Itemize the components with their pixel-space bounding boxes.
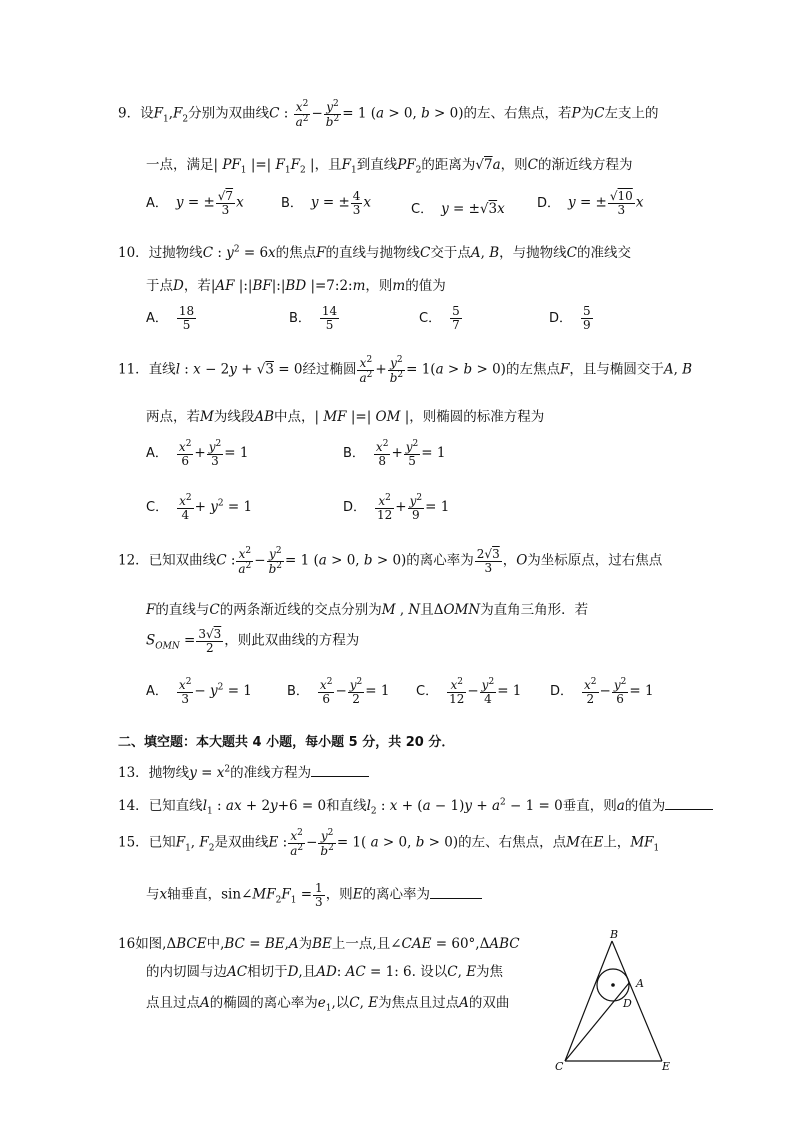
section-heading: 二、填空题：本大题共 4 小题，每小题 5 分，共 20 分． xyxy=(118,735,455,750)
segment-bc xyxy=(565,941,612,1061)
q10-option-b: B． $\frac{14}{5}$ xyxy=(289,304,338,332)
q9-option-b: B． y = ± $\frac{4}{3}$ x xyxy=(281,189,372,217)
label-a: A xyxy=(636,977,644,990)
triangle-figure xyxy=(548,925,688,1075)
q11-option-d: D． $\frac{x^2}{12}$ + $\frac{y^2}{9}$ = 1 xyxy=(343,493,450,522)
q9-option-c: C． y = ±√3x xyxy=(411,201,505,217)
q11-option-a: A． $\frac{x^2}{6}$ + $\frac{y^2}{3}$ = 1 xyxy=(146,439,249,468)
q12-line2: F的直线与C的两条渐近线的交点分别为M , N且ΔOMN为直角三角形．若 xyxy=(146,602,589,618)
q12-line1: 12．已知双曲线C : $\frac{x^2}{a^2}$ − $\frac{y^2}{b^2}$ = 1 (a > 0, b > 0)的离心率为 $\frac{2√3}{3}$ ，O为坐标原点，过右焦点 xyxy=(118,546,663,576)
q13-answer-blank[interactable] xyxy=(311,764,369,777)
q11-line1: 11．直线l : x − 2y + √3 = 0经过椭圆 $\frac{x^2}{a^2}$ + $\frac{y^2}{b^2}$ = 1(a > b > 0)的左焦点F，且与椭圆交于A, B xyxy=(118,355,693,385)
segment-ca xyxy=(565,983,629,1061)
q13: 13．抛物线$y = x^2$的准线方程为 xyxy=(118,761,369,781)
q9-option-d: D． y = ± $\frac{√10}{3}$ x xyxy=(537,189,644,217)
label-d: D xyxy=(623,997,632,1010)
q10-line2: 于点D，若|AF |:|BF|:|BD |=7:2:m，则m的值为 xyxy=(146,278,446,294)
label-c: C xyxy=(555,1060,564,1073)
q16-line2: 的内切圆与边AC相切于D,且AD: AC = 1: 6. 设以C, E为焦 xyxy=(146,964,504,980)
q16-line1: 16如图,ΔBCE中,BC = BE,A为BE上一点,且∠CAE = 60°,ΔABC xyxy=(118,936,520,952)
q15-line2: 与x轴垂直，$\sin\angle MF_2F_1$ = $\frac{1}{3}$ ，则E的离心率为 xyxy=(146,882,482,908)
q14-answer-blank[interactable] xyxy=(665,797,713,810)
q10-option-d: D． $\frac{5}{9}$ xyxy=(549,304,591,332)
q10-option-a: A． $\frac{18}{5}$ xyxy=(146,304,195,332)
q9-line1: 9．设$F_1,F_2$分别为双曲线C : $\frac{x^2}{a^2}$ − $\frac{y^2}{b^2}$ = 1 (a > 0, b > 0)的左、右焦点，若P为C左支上的 xyxy=(118,99,659,129)
label-e: E xyxy=(662,1060,671,1073)
segment-be xyxy=(612,941,662,1061)
q9-line2: 一点，满足| $PF_1$ |=| $F_1F_2$ |，且$F_1$到直线$PF_2$的距离为√7a，则C的渐近线方程为 xyxy=(146,157,633,176)
q11-line2: 两点，若M为线段AB中点，| MF |=| OM |，则椭圆的标准方程为 xyxy=(146,409,545,425)
q15-answer-blank[interactable] xyxy=(430,886,482,899)
q12-option-d: D． $\frac{x^2}{2}$ − $\frac{y^2}{6}$ = 1 xyxy=(550,677,654,706)
q9-option-a: A． y = ± $\frac{√7}{3}$ x xyxy=(146,189,244,217)
label-b: B xyxy=(610,928,619,941)
q12-option-a: A． $\frac{x^2}{3}$ − $y^2 = 1$ xyxy=(146,677,252,706)
q12-option-c: C． $\frac{x^2}{12}$ − $\frac{y^2}{4}$ = 1 xyxy=(416,677,522,706)
q11-option-c: C． $\frac{x^2}{4}$ + $y^2 = 1$ xyxy=(146,493,253,522)
q16-line3: 点且过点A的椭圆的离心率为$e_1$,以C, E为焦点且过点A的双曲 xyxy=(146,995,510,1014)
q12-line3: $S_{OMN}$ = $\frac{3√3}{2}$ ，则此双曲线的方程为 xyxy=(146,627,360,655)
q10-line1: 10．过抛物线C : $y^2 = 6x$的焦点F的直线与抛物线C交于点A, B，与抛物线C的准线交 xyxy=(118,244,631,261)
q12-option-b: B． $\frac{x^2}{6}$ − $\frac{y^2}{2}$ = 1 xyxy=(287,677,390,706)
q14: 14．已知直线$l_1$ : ax + 2y+6 = 0和直线$l_2$ : $x + (a - 1)y + a^2 - 1 = 0$垂直，则a的值为 xyxy=(118,794,713,817)
incircle-center xyxy=(611,983,615,987)
q15-line1: 15．已知$F_1$, $F_2$是双曲线E : $\frac{x^2}{a^2}$ − $\frac{y^2}{b^2}$ = 1( a > 0, b > 0)的左、右焦点，点M在E上，$MF_1$ xyxy=(118,828,660,858)
q11-option-b: B． $\frac{x^2}{8}$ + $\frac{y^2}{5}$ = 1 xyxy=(343,439,446,468)
q10-option-c: C． $\frac{5}{7}$ xyxy=(419,304,460,332)
